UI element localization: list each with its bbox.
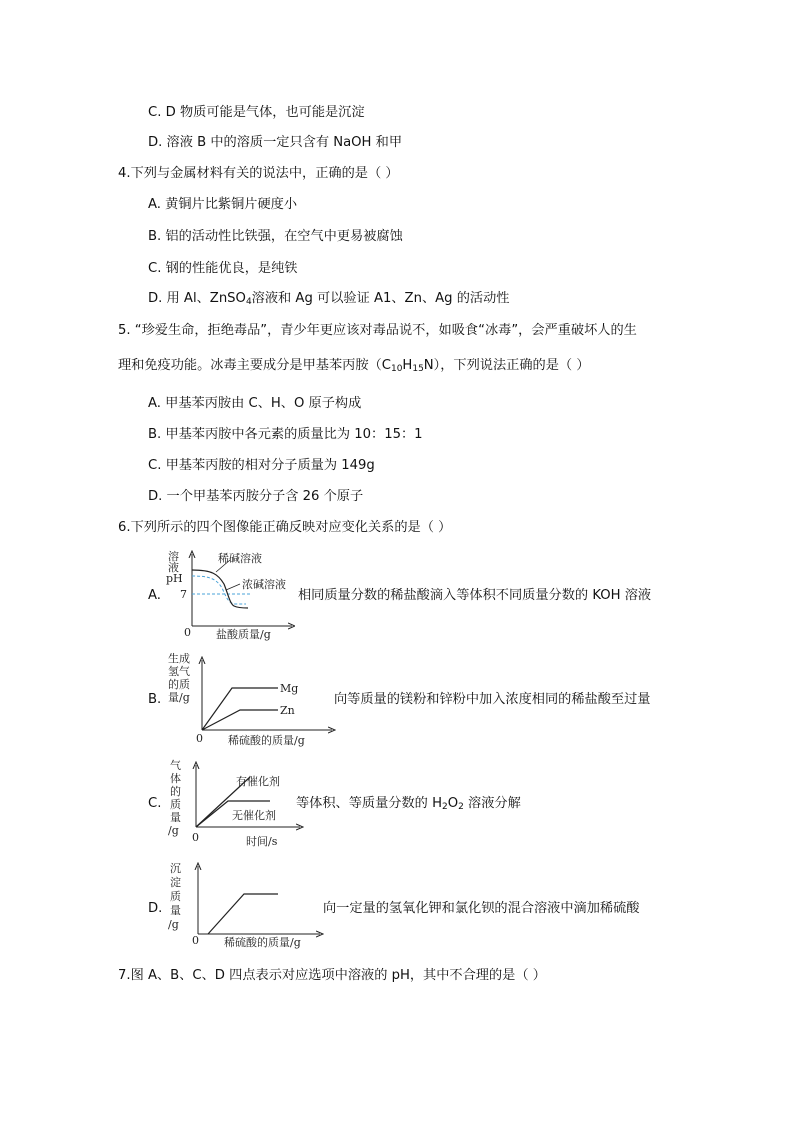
q6-a-label-dilute: 稀碱溶液 — [218, 552, 262, 565]
q6-a-description: 相同质量分数的稀盐酸滴入等体积不同质量分数的 KOH 溶液 — [298, 588, 652, 603]
q6-c-ylabel-5: 量 — [170, 811, 181, 824]
q5-option-b: B. 甲基苯丙胺中各元素的质量比为 10：15：1 — [148, 427, 423, 442]
q6-d-xlabel: 稀硫酸的质量/g — [224, 936, 301, 949]
q6-d-ylabel-1: 沉 — [170, 862, 181, 875]
q6-d-graph — [164, 858, 324, 952]
q4-stem: 4.下列与金属材料有关的说法中，正确的是（ ） — [118, 166, 399, 181]
q6-c-xlabel: 时间/s — [246, 835, 278, 848]
q6-b-ylabel-2: 氢气 — [168, 665, 190, 678]
q7-stem: 7.图 A、B、C、D 四点表示对应选项中溶液的 pH，其中不合理的是（ ） — [118, 968, 546, 983]
q6-b-xlabel: 稀硫酸的质量/g — [228, 734, 305, 747]
q6-a-ylabel-3: pH — [166, 572, 183, 585]
q6-b-ylabel-3: 的质 — [168, 678, 190, 691]
q6-d-ylabel-5: /g — [168, 918, 179, 931]
q4-option-d: D. 用 Al、ZnSO$_4$溶液和 Ag 可以验证 A1、Zn、Ag 的活动性 — [148, 291, 510, 307]
q4-option-b: B. 铝的活动性比铁强，在空气中更易被腐蚀 — [148, 229, 403, 244]
q5-option-a: A. 甲基苯丙胺由 C、H、O 原子构成 — [148, 396, 362, 411]
q6-c-label-no-catalyst: 无催化剂 — [232, 809, 276, 822]
q6-b-origin: 0 — [196, 732, 203, 745]
q6-a-letter: A. — [148, 588, 161, 603]
q5-option-d: D. 一个甲基苯丙胺分子含 26 个原子 — [148, 489, 364, 504]
q6-c-ylabel-3: 的 — [170, 785, 181, 798]
q6-d-ylabel-2: 淀 — [170, 876, 181, 889]
q6-a-ylabel-2: 液 — [168, 561, 179, 574]
q4-option-a: A. 黄铜片比紫铜片硬度小 — [148, 197, 298, 212]
q6-b-ylabel-1: 生成 — [168, 652, 190, 665]
q6-c-ylabel-1: 气 — [170, 759, 181, 772]
q6-c-origin: 0 — [192, 831, 199, 844]
q6-a-tick-7: 7 — [180, 588, 187, 601]
q5-option-c: C. 甲基苯丙胺的相对分子质量为 149g — [148, 458, 375, 473]
q6-b-description: 向等质量的镁粉和锌粉中加入浓度相同的稀盐酸至过量 — [334, 692, 651, 707]
q3-option-d: D. 溶液 B 中的溶质一定只含有 NaOH 和甲 — [148, 135, 403, 150]
q6-c-description: 等体积、等质量分数的 $H_2O_2$ 溶液分解 — [296, 796, 521, 812]
q6-a-label-conc: 浓碱溶液 — [242, 578, 286, 591]
q6-d-ylabel-3: 质 — [170, 890, 181, 903]
q6-c-ylabel-2: 体 — [170, 772, 181, 785]
q6-c-graph — [164, 755, 304, 851]
q6-b-ylabel-4: 量/g — [168, 691, 190, 704]
q6-c-ylabel-6: /g — [168, 824, 179, 837]
q6-c-letter: C. — [148, 796, 162, 811]
q6-d-letter: D. — [148, 901, 163, 916]
q6-d-description: 向一定量的氢氧化钾和氯化钡的混合溶液中滴加稀硫酸 — [323, 901, 640, 916]
q6-a-xlabel: 盐酸质量/g — [216, 628, 271, 641]
q6-a-ylabel-1: 溶 — [168, 550, 179, 563]
q6-b-label-mg: Mg — [280, 682, 299, 695]
q6-d-ylabel-4: 量 — [170, 904, 181, 917]
q5-stem-line1: 5. “珍爱生命，拒绝毒品”，青少年更应该对毒品说不，如吸食“冰毒”，会严重破坏人的生 — [118, 323, 637, 338]
q6-b-graph — [166, 650, 336, 748]
q6-stem: 6.下列所示的四个图像能正确反映对应变化关系的是（ ） — [118, 520, 452, 535]
q6-b-letter: B. — [148, 692, 162, 707]
q5-stem-line2: 理和免疫功能。冰毒主要成分是甲基苯丙胺$(C_{10}H_{15}N)$，下列说法正确的是（ ） — [118, 358, 590, 374]
q6-b-label-zn: Zn — [280, 704, 295, 717]
q6-a-origin: 0 — [184, 626, 191, 639]
q6-c-ylabel-4: 质 — [170, 798, 181, 811]
q6-d-origin: 0 — [192, 934, 199, 947]
q6-c-label-catalyst: 有催化剂 — [236, 775, 280, 788]
q3-option-c: C. D 物质可能是气体，也可能是沉淀 — [148, 105, 365, 120]
q6-a-graph — [160, 548, 295, 643]
q4-option-c: C. 钢的性能优良，是纯铁 — [148, 261, 298, 276]
